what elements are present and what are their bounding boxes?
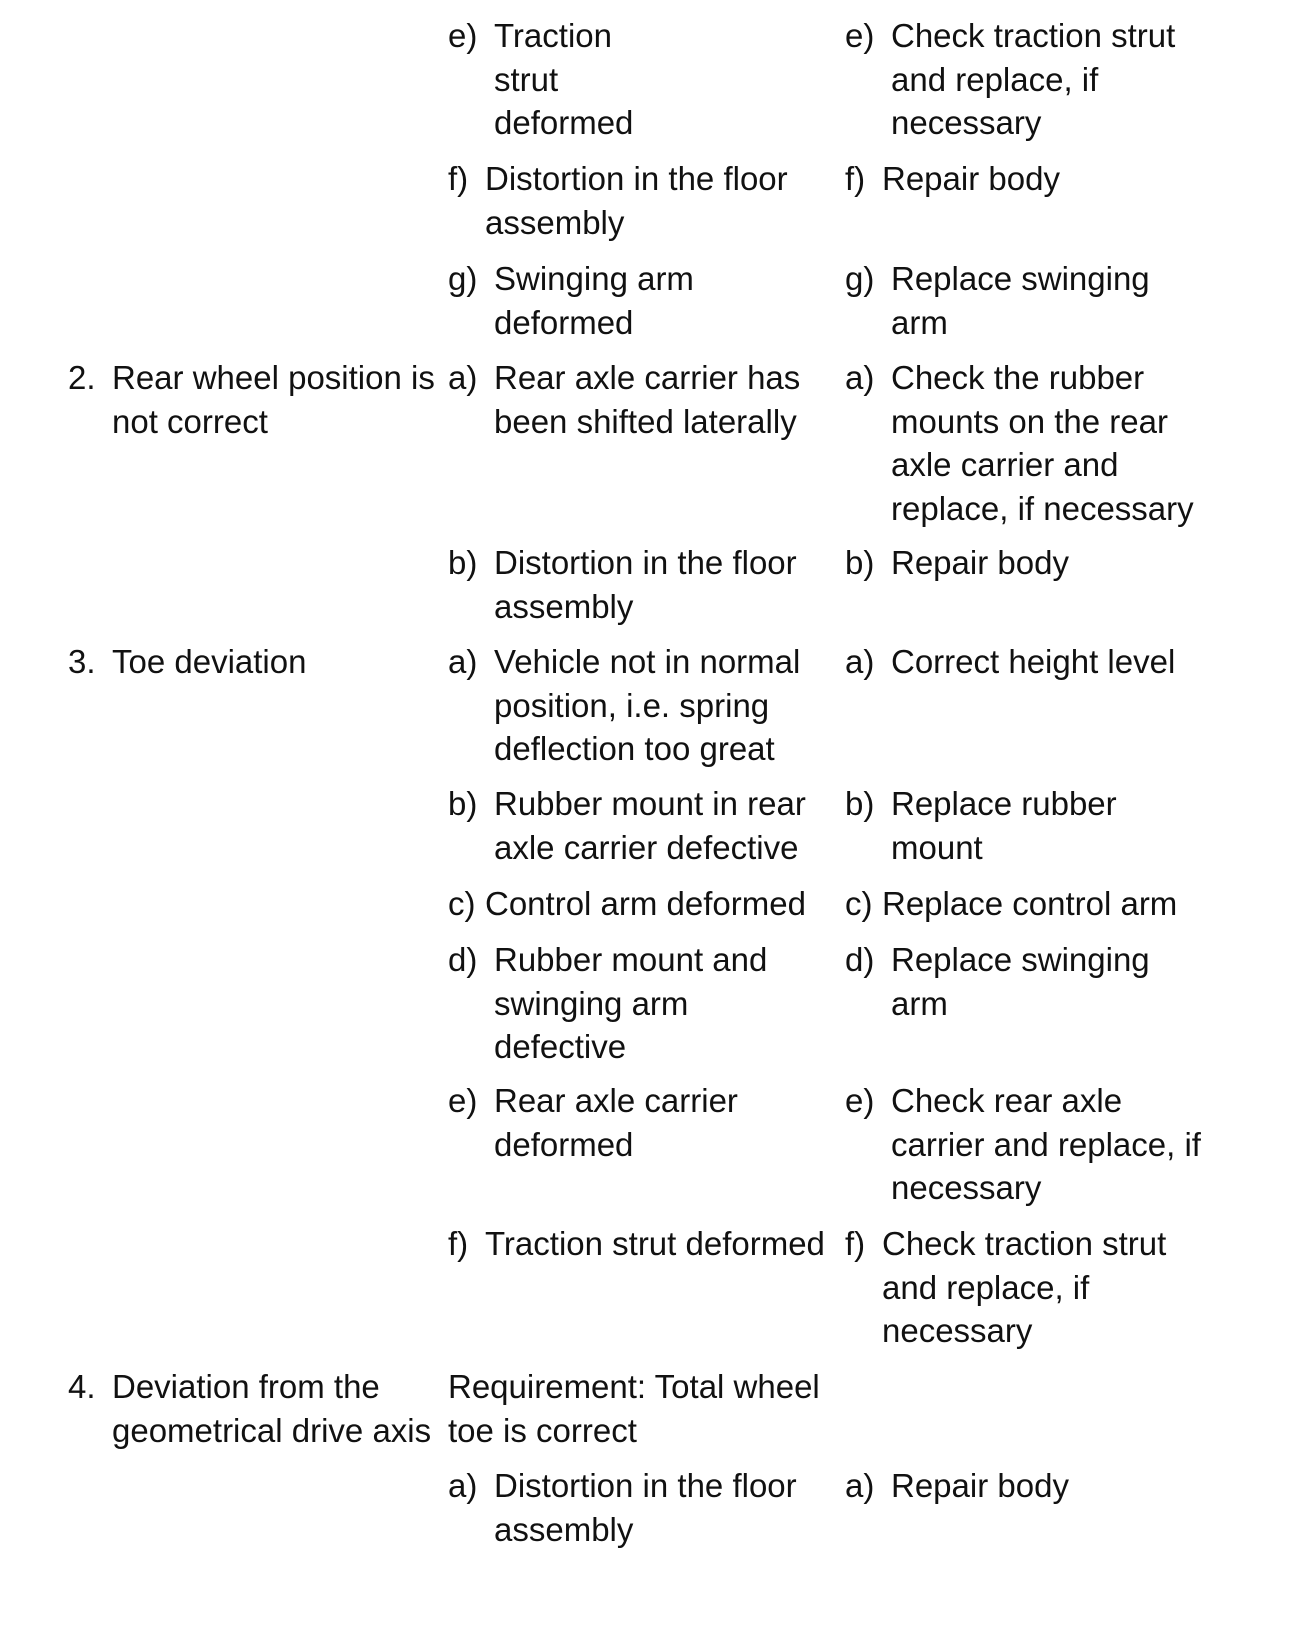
remedy-text: Repair body <box>882 160 1060 197</box>
cause-label: f) <box>448 1225 469 1262</box>
remedy-text: Check traction strut and replace, if necessary <box>882 1225 1167 1349</box>
problem-cell <box>68 1365 438 1452</box>
remedy-text: Correct height level <box>891 643 1176 680</box>
cause-cell <box>448 938 843 1069</box>
remedy-label: b) <box>845 544 875 581</box>
remedy-label: c) <box>845 885 873 922</box>
remedy-text: Replace swinging arm <box>891 941 1150 1022</box>
cause-cell <box>448 782 843 869</box>
remedy-cell <box>845 356 1305 530</box>
cause-cell <box>448 1222 843 1266</box>
remedy-cell <box>845 257 1305 344</box>
cause-text: Rear axle carrier deformed <box>494 1082 738 1163</box>
remedy-label: e) <box>845 1082 875 1119</box>
remedy-cell <box>845 541 1305 585</box>
cause-cell <box>448 157 843 244</box>
remedy-cell <box>845 1222 1305 1353</box>
cause-cell <box>448 541 843 628</box>
cause-label: e) <box>448 17 478 54</box>
cause-cell <box>448 356 843 443</box>
problem-number: 2. <box>68 359 96 396</box>
remedy-label: e) <box>845 17 875 54</box>
remedy-cell <box>845 157 1305 201</box>
cause-cell <box>448 14 843 145</box>
cause-text: Distortion in the floor assembly <box>494 544 797 625</box>
remedy-label: a) <box>845 359 875 396</box>
problem-text: Toe deviation <box>112 643 307 680</box>
cause-label: b) <box>448 544 478 581</box>
problem-text: Rear wheel position is not correct <box>112 359 435 440</box>
remedy-text: Repair body <box>891 1467 1069 1504</box>
remedy-cell <box>845 782 1305 869</box>
cause-cell <box>448 1079 843 1166</box>
cause-cell <box>448 257 843 344</box>
remedy-label: b) <box>845 785 875 822</box>
cause-text: Distortion in the floor assembly <box>485 160 788 241</box>
cause-label: c) <box>448 885 476 922</box>
cause-label: a) <box>448 643 478 680</box>
remedy-label: f) <box>845 160 866 197</box>
remedy-text: Replace rubber mount <box>891 785 1117 866</box>
cause-text: Distortion in the floor assembly <box>494 1467 797 1548</box>
problem-cell <box>68 356 438 443</box>
cause-text: Control arm deformed <box>485 885 806 922</box>
remedy-label: d) <box>845 941 875 978</box>
remedy-label: a) <box>845 643 875 680</box>
problem-number: 3. <box>68 643 96 680</box>
cause-text: Rubber mount in rear axle carrier defective <box>494 785 806 866</box>
cause-text: Rear axle carrier has been shifted laterally <box>494 359 801 440</box>
cause-label: g) <box>448 260 478 297</box>
remedy-text: Repair body <box>891 544 1069 581</box>
remedy-text: Check the rubber mounts on the rear axle carrier and replace, if necessary <box>891 359 1194 527</box>
cause-label: a) <box>448 1467 478 1504</box>
remedy-cell <box>845 1464 1305 1508</box>
remedy-text: Check rear axle carrier and replace, if necessary <box>891 1082 1201 1206</box>
cause-text: Vehicle not in normal position, i.e. spring deflection too great <box>494 643 801 767</box>
remedy-label: f) <box>845 1225 866 1262</box>
cause-cell <box>448 882 843 926</box>
remedy-cell <box>845 882 1305 926</box>
cause-text: Traction strut deformed <box>485 1225 825 1262</box>
cause-label: e) <box>448 1082 478 1119</box>
cause-cell <box>448 640 843 771</box>
remedy-label: g) <box>845 260 875 297</box>
cause-label: d) <box>448 941 478 978</box>
remedy-text: Replace swinging arm <box>891 260 1150 341</box>
cause-text: Rubber mount and swinging arm defective <box>494 941 768 1065</box>
problem-cell <box>68 640 438 684</box>
problem-number: 4. <box>68 1368 96 1405</box>
remedy-text: Replace control arm <box>882 885 1178 922</box>
remedy-cell <box>845 640 1305 684</box>
requirement-text: Requirement: Total wheel toe is correct <box>448 1368 820 1449</box>
remedy-cell <box>845 14 1305 145</box>
cause-label: b) <box>448 785 478 822</box>
cause-cell <box>448 1365 843 1452</box>
remedy-label: a) <box>845 1467 875 1504</box>
cause-text: Swinging arm deformed <box>494 260 694 341</box>
cause-label: f) <box>448 160 469 197</box>
remedy-cell <box>845 1079 1305 1210</box>
cause-text: Traction strut deformed <box>494 17 634 141</box>
remedy-text: Check traction strut and replace, if necessary <box>891 17 1176 141</box>
remedy-cell <box>845 938 1305 1025</box>
cause-cell <box>448 1464 843 1551</box>
problem-text: Deviation from the geometrical drive axis <box>112 1368 432 1449</box>
cause-label: a) <box>448 359 478 396</box>
